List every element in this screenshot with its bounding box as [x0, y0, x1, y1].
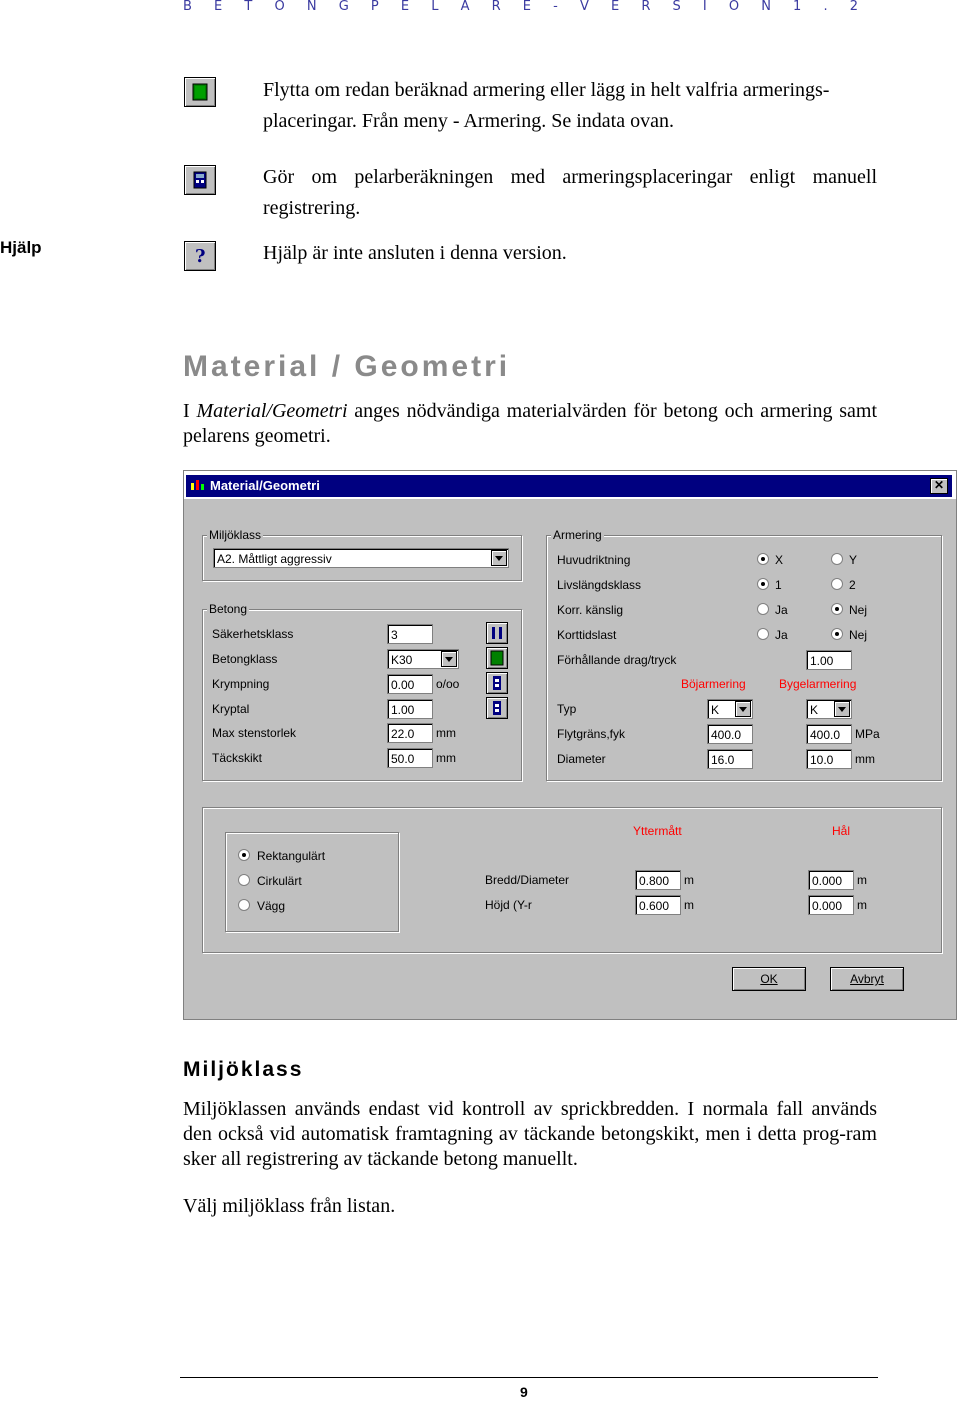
section-heading-miljoklass: Miljöklass: [183, 1058, 304, 1081]
tackskikt-unit: mm: [436, 751, 456, 765]
footer-rule: [180, 1377, 878, 1378]
shape-rektangulart-label: Rektangulärt: [257, 849, 326, 863]
dialog-titlebar: [186, 475, 952, 497]
tackskikt-label: Täckskikt: [212, 751, 263, 765]
byg-typ-value: K: [810, 703, 819, 717]
huvudriktning-x-radio[interactable]: [757, 553, 769, 565]
diameter-label: Diameter: [557, 752, 606, 766]
miljoklass-group: [202, 528, 522, 581]
move-reinforcement-icon: [184, 77, 216, 107]
sakerhetsklass-label: Säkerhetsklass: [212, 627, 294, 641]
move-reinforcement-button-icon[interactable]: [486, 647, 508, 669]
livslangdsklass-label: Livslängdsklass: [557, 578, 642, 592]
armering-group-label: Armering: [553, 528, 602, 542]
korttidslast-label: Korttidslast: [557, 628, 617, 642]
betong-group-label: Betong: [209, 602, 248, 616]
forhallande-label: Förhållande drag/tryck: [557, 653, 677, 667]
shape-group: [225, 832, 399, 932]
geometri-group: [202, 807, 942, 953]
huvudriktning-y-radio[interactable]: [831, 553, 843, 565]
chevron-down-icon[interactable]: [491, 550, 507, 566]
kryptal-label: Kryptal: [212, 702, 250, 716]
shape-cirkulart-radio[interactable]: [238, 874, 250, 886]
bredd-ytter-unit: m: [684, 873, 694, 887]
miljoklass-select[interactable]: [213, 548, 509, 568]
boj-diameter-input[interactable]: 16.0: [707, 749, 753, 769]
miljoklass-select-value: A2. Måttligt aggressiv: [217, 552, 332, 566]
help-description: Hjälp är inte ansluten i denna version.: [263, 242, 567, 264]
diameter-unit: mm: [855, 752, 875, 766]
bredd-hal-unit: m: [857, 873, 867, 887]
miljoklass-paragraph: Miljöklassen används endast vid kontroll av sprickbredden. I normala fall används den också vid automatisk framtagning av täckande betongskikt, men i detta prog-ram sker all registrering av täckande betong manuellt.: [183, 1098, 877, 1170]
material-geometri-dialog: [183, 470, 957, 1020]
section-intro: I Material/Geometri anges nödvändiga materialvärden för betong och armering samt pelarens geometri.: [183, 400, 877, 447]
move-reinforcement-description: Flytta om redan beräknad armering eller lägg in helt valfria armerings-placeringar. Från meny - Armering. Se indata ovan.: [263, 79, 830, 132]
miljoklass-instruction: Välj miljöklass från listan.: [183, 1195, 396, 1217]
korttidslast-ja-radio[interactable]: [757, 628, 769, 640]
calculator-button-icon[interactable]: [486, 672, 508, 694]
recalculate-description: Gör om pelarberäkningen med armeringsplaceringar enligt manuell registrering.: [263, 166, 877, 219]
sakerhetsklass-input[interactable]: 3: [387, 624, 433, 644]
shape-vagg-radio[interactable]: [238, 899, 250, 911]
betongklass-select-value: K30: [391, 653, 413, 667]
section-heading-material-geometri: Material / Geometri: [183, 350, 511, 383]
bygelarmering-header: Bygelarmering: [779, 677, 857, 691]
krympning-unit: o/oo: [436, 677, 460, 691]
huvudriktning-y-label: Y: [849, 553, 858, 567]
korttidslast-nej-radio[interactable]: [831, 628, 843, 640]
hojd-hal-unit: m: [857, 898, 867, 912]
miljoklass-group-label: Miljöklass: [209, 528, 262, 542]
close-button[interactable]: ✕: [930, 478, 948, 494]
livslangdsklass-1-radio[interactable]: [757, 578, 769, 590]
betongklass-select[interactable]: [387, 649, 459, 669]
dialog-title: Material/Geometri: [210, 478, 320, 493]
running-header: B E T O N G P E L A R E - V E R S I O N 1 . 2: [183, 0, 867, 14]
boj-typ-value: K: [711, 703, 720, 717]
typ-label: Typ: [557, 702, 577, 716]
armering-group: [546, 528, 942, 781]
betongklass-label: Betongklass: [212, 652, 278, 666]
shape-rektangulart-radio[interactable]: [238, 849, 250, 861]
app-icon: [191, 480, 205, 492]
chevron-down-icon[interactable]: [834, 701, 850, 717]
huvudriktning-label: Huvudriktning: [557, 553, 631, 567]
max-stenstorlek-input[interactable]: 22.0: [387, 723, 433, 743]
column-section-icon[interactable]: [486, 622, 508, 644]
chevron-down-icon[interactable]: [441, 651, 457, 667]
huvudriktning-x-label: X: [775, 553, 784, 567]
korr-kanslig-ja-label: Ja: [775, 603, 788, 617]
livslangdsklass-2-label: 2: [849, 578, 856, 592]
korr-kanslig-label: Korr. känslig: [557, 603, 624, 617]
hojd-label: Höjd (Y-r: [485, 898, 532, 912]
forhallande-input[interactable]: 1.00: [806, 650, 852, 670]
livslangdsklass-2-radio[interactable]: [831, 578, 843, 590]
betong-group: [202, 602, 522, 781]
krympning-input[interactable]: 0.00: [387, 674, 433, 694]
hojd-ytter-unit: m: [684, 898, 694, 912]
max-stenstorlek-unit: mm: [436, 726, 456, 740]
korr-kanslig-nej-label: Nej: [849, 603, 868, 617]
chevron-down-icon[interactable]: [735, 701, 751, 717]
bredd-ytter-input[interactable]: 0.800: [635, 870, 681, 890]
flytgrans-unit: MPa: [855, 727, 880, 741]
boj-typ-select[interactable]: [707, 699, 753, 719]
shape-cirkulart-label: Cirkulärt: [257, 874, 302, 888]
print-button-icon[interactable]: [486, 697, 508, 719]
ok-button[interactable]: OK: [732, 967, 806, 991]
hal-header: Hål: [832, 824, 851, 838]
calculator-icon: [184, 165, 216, 195]
byg-typ-select[interactable]: [806, 699, 852, 719]
tackskikt-input[interactable]: 50.0: [387, 748, 433, 768]
yttermatt-header: Yttermått: [633, 824, 682, 838]
flytgrans-label: Flytgräns,fyk: [557, 727, 626, 741]
korr-kanslig-ja-radio[interactable]: [757, 603, 769, 615]
korttidslast-ja-label: Ja: [775, 628, 788, 642]
byg-flytgrans-input[interactable]: 400.0: [806, 724, 852, 744]
korttidslast-nej-label: Nej: [849, 628, 868, 642]
help-icon: [184, 241, 216, 271]
boj-flytgrans-input[interactable]: 400.0: [707, 724, 753, 744]
help-side-label: Hjälp: [0, 238, 42, 257]
korr-kanslig-nej-radio[interactable]: [831, 603, 843, 615]
livslangdsklass-1-label: 1: [775, 578, 782, 592]
bojarmering-header: Böjarmering: [681, 677, 746, 691]
krympning-label: Krympning: [212, 677, 270, 691]
hojd-hal-input[interactable]: 0.000: [808, 895, 854, 915]
cancel-button[interactable]: Avbryt: [830, 967, 904, 991]
kryptal-input[interactable]: 1.00: [387, 699, 433, 719]
byg-diameter-input[interactable]: 10.0: [806, 749, 852, 769]
page-number: 9: [520, 1384, 528, 1400]
bredd-label: Bredd/Diameter: [485, 873, 570, 887]
shape-vagg-label: Vägg: [257, 899, 286, 913]
svg-text:?: ?: [195, 246, 206, 267]
max-stenstorlek-label: Max stenstorlek: [212, 726, 297, 740]
bredd-hal-input[interactable]: 0.000: [808, 870, 854, 890]
hojd-ytter-input[interactable]: 0.600: [635, 895, 681, 915]
